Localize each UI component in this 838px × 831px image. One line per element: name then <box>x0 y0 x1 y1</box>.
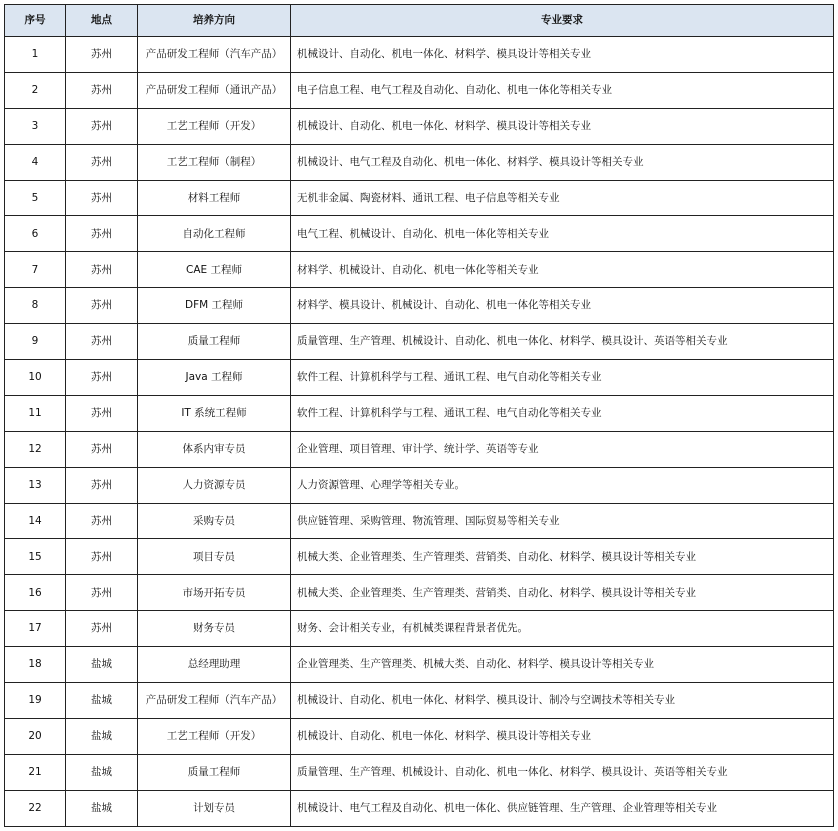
cell-index: 17 <box>5 611 66 647</box>
cell-location: 苏州 <box>66 324 138 360</box>
table-body <box>5 37 834 827</box>
cell-index: 18 <box>5 647 66 683</box>
cell-direction: 计划专员 <box>138 790 291 826</box>
cell-location: 苏州 <box>66 180 138 216</box>
cell-major-requirement: 质量管理、生产管理、机械设计、自动化、机电一体化、材料学、模具设计、英语等相关专业 <box>291 754 834 790</box>
cell-direction: IT 系统工程师 <box>138 395 291 431</box>
cell-index: 13 <box>5 467 66 503</box>
cell-major-requirement: 材料学、机械设计、自动化、机电一体化等相关专业 <box>291 252 834 288</box>
cell-direction: 产品研发工程师（通讯产品） <box>138 72 291 108</box>
cell-major-requirement: 供应链管理、采购管理、物流管理、国际贸易等相关专业 <box>291 503 834 539</box>
cell-index: 16 <box>5 575 66 611</box>
table-row <box>5 144 834 180</box>
cell-index: 2 <box>5 72 66 108</box>
cell-index: 7 <box>5 252 66 288</box>
cell-index: 10 <box>5 360 66 396</box>
table-row <box>5 503 834 539</box>
cell-direction: 财务专员 <box>138 611 291 647</box>
cell-location: 苏州 <box>66 216 138 252</box>
cell-major-requirement: 软件工程、计算机科学与工程、通讯工程、电气自动化等相关专业 <box>291 395 834 431</box>
cell-location: 盐城 <box>66 718 138 754</box>
cell-index: 5 <box>5 180 66 216</box>
cell-location: 苏州 <box>66 611 138 647</box>
cell-location: 苏州 <box>66 575 138 611</box>
cell-location: 苏州 <box>66 72 138 108</box>
cell-location: 苏州 <box>66 503 138 539</box>
cell-location: 苏州 <box>66 252 138 288</box>
header-major-requirement: 专业要求 <box>291 5 834 37</box>
cell-major-requirement: 机械设计、自动化、机电一体化、材料学、模具设计等相关专业 <box>291 37 834 73</box>
cell-location: 苏州 <box>66 539 138 575</box>
cell-index: 11 <box>5 395 66 431</box>
cell-direction: DFM 工程师 <box>138 288 291 324</box>
header-location: 地点 <box>66 5 138 37</box>
cell-major-requirement: 机械设计、自动化、机电一体化、材料学、模具设计、制冷与空调技术等相关专业 <box>291 683 834 719</box>
table-row <box>5 790 834 826</box>
cell-major-requirement: 机械设计、自动化、机电一体化、材料学、模具设计等相关专业 <box>291 108 834 144</box>
cell-location: 盐城 <box>66 790 138 826</box>
cell-direction: 采购专员 <box>138 503 291 539</box>
cell-index: 12 <box>5 431 66 467</box>
table-row <box>5 324 834 360</box>
cell-index: 6 <box>5 216 66 252</box>
table-row <box>5 37 834 73</box>
cell-location: 盐城 <box>66 683 138 719</box>
table-row <box>5 288 834 324</box>
table-row <box>5 647 834 683</box>
cell-major-requirement: 机械设计、自动化、机电一体化、材料学、模具设计等相关专业 <box>291 718 834 754</box>
cell-direction: 体系内审专员 <box>138 431 291 467</box>
cell-direction: 质量工程师 <box>138 324 291 360</box>
header-index: 序号 <box>5 5 66 37</box>
header-direction: 培养方向 <box>138 5 291 37</box>
table-row <box>5 180 834 216</box>
cell-major-requirement: 机械设计、电气工程及自动化、机电一体化、材料学、模具设计等相关专业 <box>291 144 834 180</box>
cell-location: 苏州 <box>66 467 138 503</box>
cell-index: 4 <box>5 144 66 180</box>
cell-direction: 产品研发工程师（汽车产品） <box>138 683 291 719</box>
cell-major-requirement: 机械大类、企业管理类、生产管理类、营销类、自动化、材料学、模具设计等相关专业 <box>291 575 834 611</box>
table-row <box>5 395 834 431</box>
cell-location: 苏州 <box>66 144 138 180</box>
cell-direction: 材料工程师 <box>138 180 291 216</box>
table-header-row <box>5 5 834 37</box>
cell-direction: 市场开拓专员 <box>138 575 291 611</box>
table-row <box>5 754 834 790</box>
cell-direction: Java 工程师 <box>138 360 291 396</box>
cell-location: 苏州 <box>66 395 138 431</box>
cell-major-requirement: 质量管理、生产管理、机械设计、自动化、机电一体化、材料学、模具设计、英语等相关专业 <box>291 324 834 360</box>
cell-location: 盐城 <box>66 754 138 790</box>
cell-major-requirement: 软件工程、计算机科学与工程、通讯工程、电气自动化等相关专业 <box>291 360 834 396</box>
cell-direction: 总经理助理 <box>138 647 291 683</box>
cell-major-requirement: 电子信息工程、电气工程及自动化、自动化、机电一体化等相关专业 <box>291 72 834 108</box>
table-row <box>5 108 834 144</box>
recruitment-table-container <box>4 4 834 827</box>
cell-major-requirement: 机械设计、电气工程及自动化、机电一体化、供应链管理、生产管理、企业管理等相关专业 <box>291 790 834 826</box>
table-row <box>5 467 834 503</box>
table-row <box>5 718 834 754</box>
cell-major-requirement: 财务、会计相关专业，有机械类课程背景者优先。 <box>291 611 834 647</box>
cell-index: 14 <box>5 503 66 539</box>
recruitment-table <box>4 4 834 827</box>
cell-major-requirement: 机械大类、企业管理类、生产管理类、营销类、自动化、材料学、模具设计等相关专业 <box>291 539 834 575</box>
cell-direction: 工艺工程师（开发） <box>138 718 291 754</box>
cell-direction: 项目专员 <box>138 539 291 575</box>
cell-major-requirement: 企业管理类、生产管理类、机械大类、自动化、材料学、模具设计等相关专业 <box>291 647 834 683</box>
cell-direction: 质量工程师 <box>138 754 291 790</box>
cell-index: 8 <box>5 288 66 324</box>
cell-direction: 工艺工程师（制程） <box>138 144 291 180</box>
cell-index: 19 <box>5 683 66 719</box>
cell-major-requirement: 电气工程、机械设计、自动化、机电一体化等相关专业 <box>291 216 834 252</box>
cell-direction: 工艺工程师（开发） <box>138 108 291 144</box>
cell-location: 苏州 <box>66 288 138 324</box>
cell-index: 21 <box>5 754 66 790</box>
cell-index: 9 <box>5 324 66 360</box>
cell-major-requirement: 材料学、模具设计、机械设计、自动化、机电一体化等相关专业 <box>291 288 834 324</box>
cell-location: 苏州 <box>66 108 138 144</box>
cell-direction: 人力资源专员 <box>138 467 291 503</box>
cell-direction: 产品研发工程师（汽车产品） <box>138 37 291 73</box>
table-row <box>5 611 834 647</box>
table-row <box>5 360 834 396</box>
cell-index: 1 <box>5 37 66 73</box>
cell-major-requirement: 企业管理、项目管理、审计学、统计学、英语等专业 <box>291 431 834 467</box>
table-row <box>5 216 834 252</box>
cell-index: 22 <box>5 790 66 826</box>
cell-location: 苏州 <box>66 360 138 396</box>
table-row <box>5 683 834 719</box>
cell-location: 苏州 <box>66 431 138 467</box>
cell-index: 20 <box>5 718 66 754</box>
table-row <box>5 575 834 611</box>
cell-direction: 自动化工程师 <box>138 216 291 252</box>
cell-location: 苏州 <box>66 37 138 73</box>
cell-major-requirement: 人力资源管理、心理学等相关专业。 <box>291 467 834 503</box>
cell-direction: CAE 工程师 <box>138 252 291 288</box>
cell-location: 盐城 <box>66 647 138 683</box>
cell-index: 3 <box>5 108 66 144</box>
table-row <box>5 539 834 575</box>
cell-major-requirement: 无机非金属、陶瓷材料、通讯工程、电子信息等相关专业 <box>291 180 834 216</box>
table-row <box>5 252 834 288</box>
table-row <box>5 72 834 108</box>
cell-index: 15 <box>5 539 66 575</box>
table-row <box>5 431 834 467</box>
